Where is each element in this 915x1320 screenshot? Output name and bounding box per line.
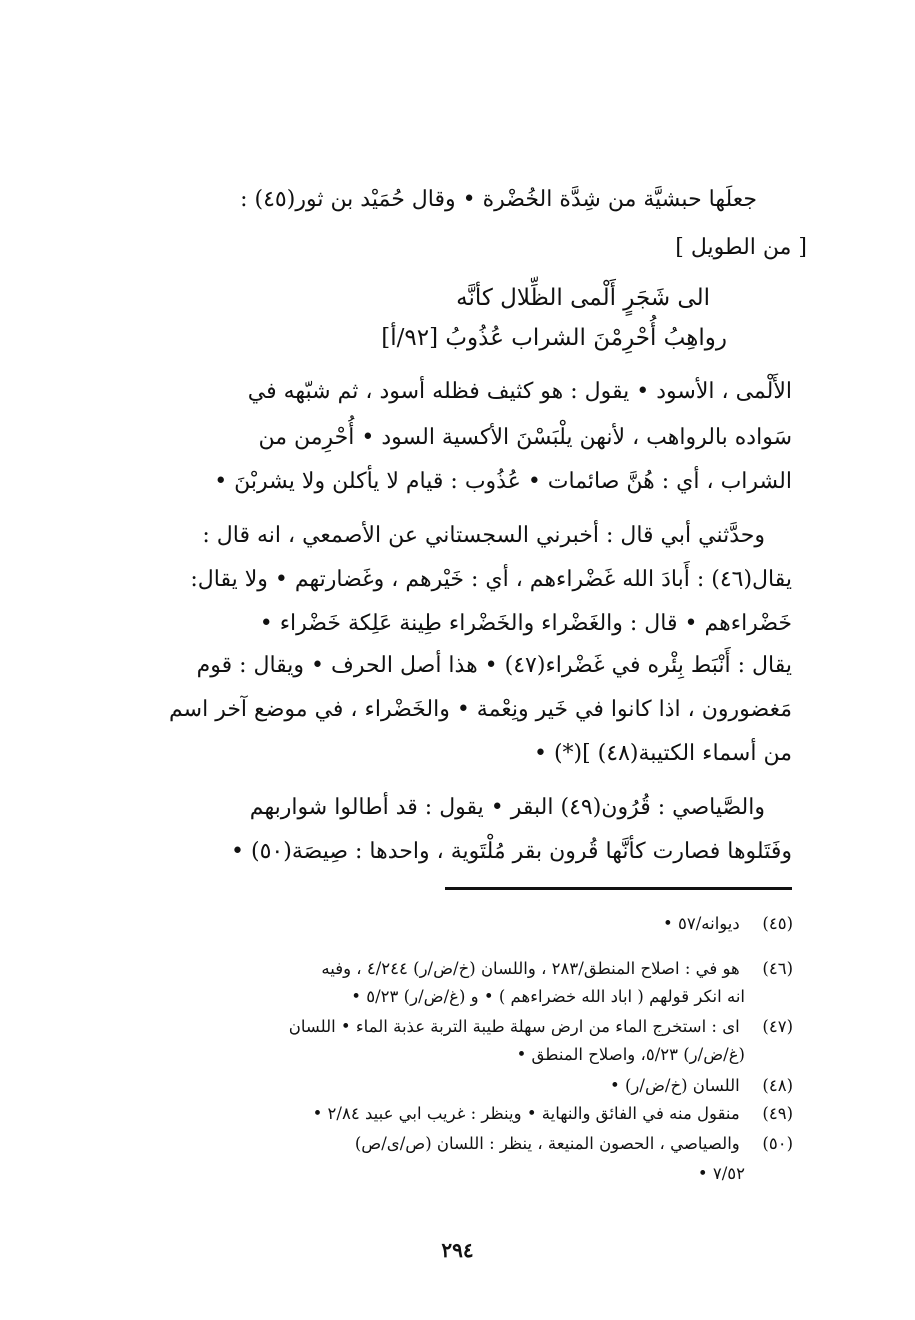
meter-label: [ من الطويل ] — [675, 235, 807, 260]
footnote-text: ديوانه/٥٧ • — [662, 914, 740, 933]
footnote-text: انه انكر قولهم ( اباد الله خضراءهم ) • و (غ/ض/ر) ٥/٢٣ • — [351, 987, 745, 1006]
body-line-5: الأَلْمى ، الأسود • يقول : هو كثيف فظله أسود ، ثم شبّهه في — [247, 379, 792, 404]
footnote-46-cont — [351, 983, 745, 1011]
footnote-48 — [610, 1072, 793, 1100]
footnote-text: منقول منه في الفائق والنهاية • وينظر : غريب ابي عبيد ٢/٨٤ • — [312, 1104, 740, 1123]
footnote-47 — [289, 1013, 793, 1041]
footnote-number: (٤٨) — [762, 1076, 793, 1095]
body-line-12: مَغضورون ، اذا كانوا في خَير ونِعْمة • والخَضْراء ، في موضع آخر اسم — [169, 697, 792, 722]
page-number: ٢٩٤ — [441, 1238, 474, 1262]
footnote-separator — [445, 887, 792, 890]
verse-hemistich-2: رواهِبُ أُحْرِمْنَ الشراب عُذُوبُ [٩٢/أ] — [381, 325, 727, 351]
footnote-text: ٧/٥٢ • — [697, 1164, 745, 1183]
body-line-15: وفَتَلوها فصارت كأنَّها قُرون بقر مُلْتَوية ، واحدها : صِيصَة(٥٠) • — [231, 839, 792, 864]
body-line-14: والصَّياصي : قُرُون(٤٩) البقر • يقول : قد أطالوا شواربهم — [249, 795, 765, 820]
footnote-49 — [313, 1100, 793, 1128]
body-line-6: سَواده بالرواهب ، لأنهن يلْبَسْنَ الأكسية السود • أُحْرِمن من — [258, 425, 792, 450]
body-line-10: خَضْراءهم • قال : والغَضْراء والخَضْراء طِينة عَلِكة خَضْراء • — [259, 611, 792, 636]
footnote-47-cont — [517, 1041, 745, 1069]
footnote-number: (٤٧) — [762, 1017, 793, 1036]
footnote-text: اى : استخرج الماء من ارض سهلة طيبة التربة عذبة الماء • اللسان — [288, 1017, 740, 1036]
footnote-text: (غ/ض/ر) ٥/٢٣، واصلاح المنطق • — [516, 1045, 745, 1064]
footnote-45 — [663, 910, 793, 938]
verse-hemistich-1: الى شَجَرٍ أَلْمى الظِّلال كأنَّه — [456, 285, 710, 311]
footnote-50-cont — [698, 1160, 745, 1188]
footnote-text: هو في : اصلاح المنطق/٢٨٣ ، واللسان (خ/ض/ر) ٤/٢٤٤ ، وفيه — [321, 959, 740, 978]
body-line-9: يقال(٤٦) : أَبادَ الله غَضْراءهم ، أي : خَيْرهم ، وغَضارتهم • ولا يقال: — [190, 567, 792, 592]
body-line-8: وحدَّثني أبي قال : أخبرني السجستاني عن الأصمعي ، انه قال : — [202, 523, 765, 548]
footnote-number: (٥٠) — [762, 1134, 793, 1153]
footnote-46 — [321, 955, 793, 983]
body-line-11: يقال : أَنْبَط بِئْره في غَضْراء(٤٧) • هذا أصل الحرف • ويقال : قوم — [196, 653, 792, 678]
footnote-number: (٤٦) — [762, 959, 793, 978]
footnote-50 — [355, 1130, 793, 1158]
footnote-number: (٤٩) — [762, 1104, 793, 1123]
footnote-text: والصياصي ، الحصون المنيعة ، ينظر : اللسان (ص/ى/ص) — [354, 1134, 740, 1153]
body-line-1: جعلَها حبشيَّة من شِدَّة الخُضْرة • وقال حُمَيْد بن ثور(٤٥) : — [240, 187, 757, 212]
footnote-number: (٤٥) — [762, 914, 793, 933]
body-line-13: من أسماء الكتيبة(٤٨) ](*) • — [533, 741, 792, 766]
body-line-7: الشراب ، أي : هُنَّ صائمات • عُذُوب : قيام لا يأكلن ولا يشربْنَ • — [214, 469, 792, 494]
footnote-text: اللسان (خ/ض/ر) • — [610, 1076, 740, 1095]
